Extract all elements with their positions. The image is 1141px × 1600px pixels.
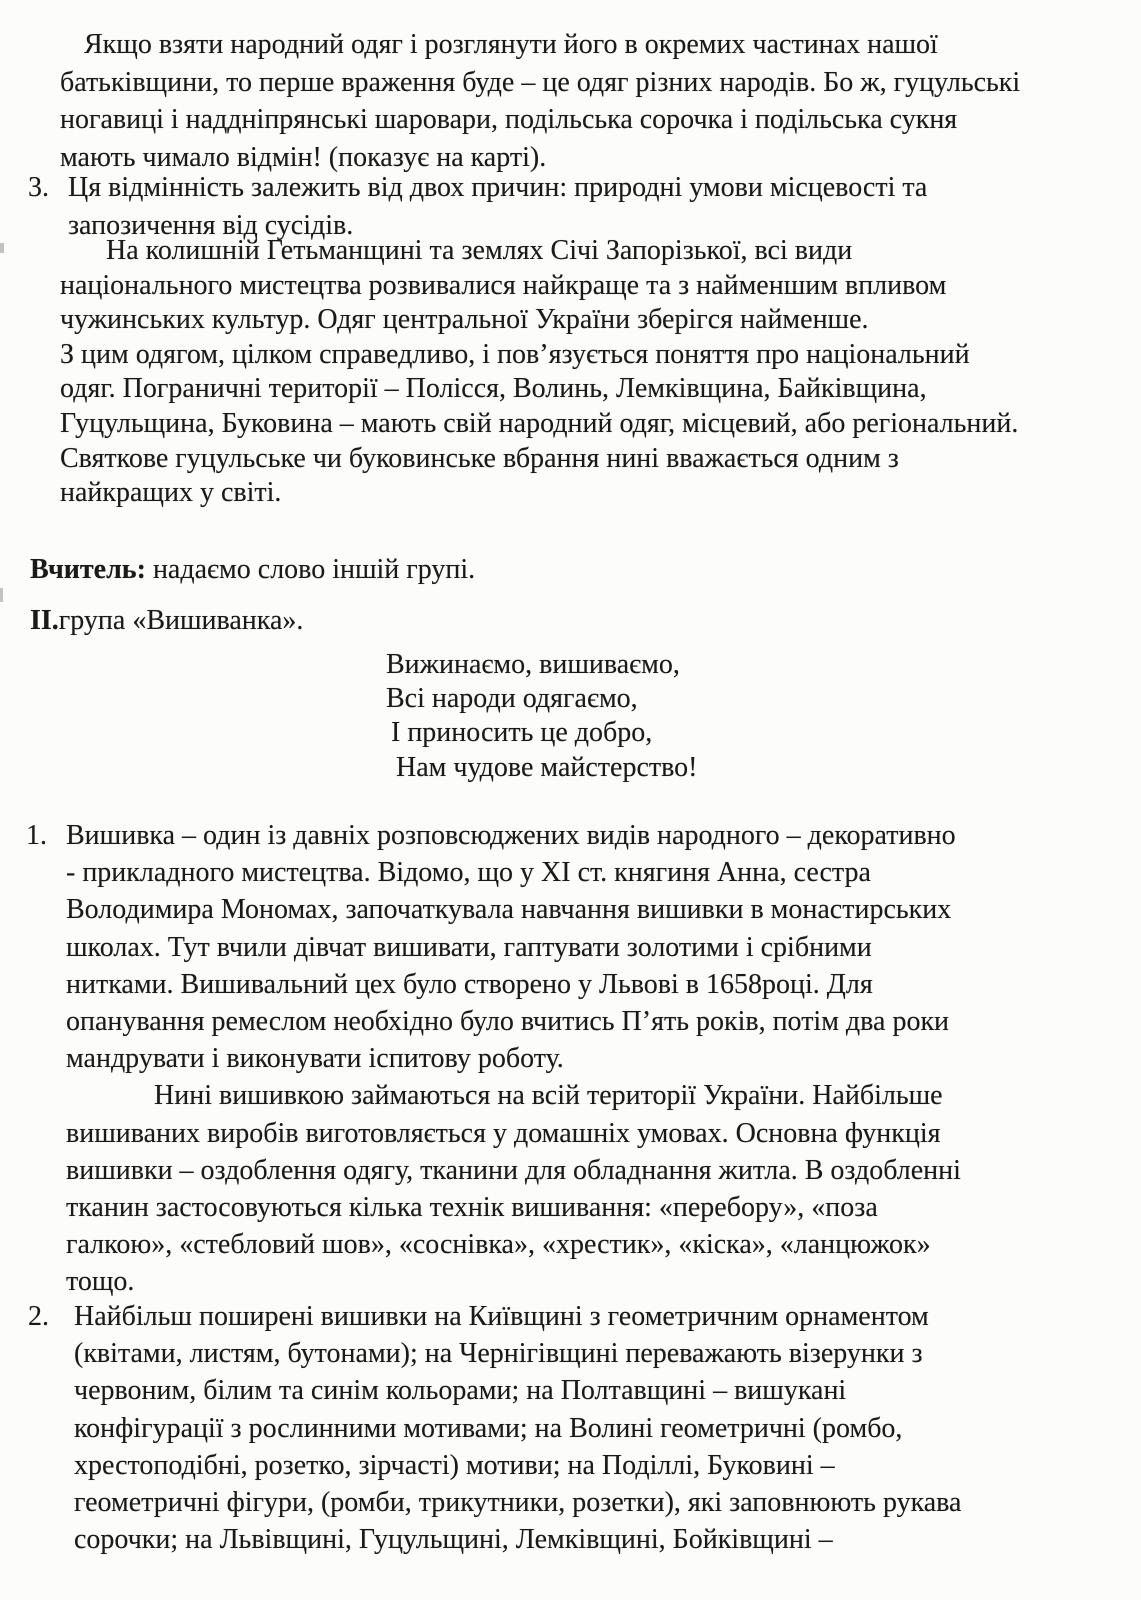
poem — [386, 648, 697, 785]
text-line: одяг. Пограничні території – Полісся, Волинь, Лемківщина, Байківщина, — [60, 373, 927, 405]
text-line: Вишивка – один із давніх розповсюджених видів народного – декоративно — [66, 820, 956, 851]
text-line: Святкове гуцульське чи буковинське вбрання нині вважається одним з — [60, 442, 899, 474]
text-line: червоним, білим та синім кольорами; на Полтавщині – вишукані — [74, 1375, 847, 1407]
teacher-label: Вчитель: — [30, 554, 146, 585]
text-line: ногавиці і наддніпрянські шаровари, подільська сорочка і подільська сукня — [60, 104, 958, 135]
text-line: школах. Тут вчили дівчат вишивати, гаптувати золотими і срібними — [66, 931, 872, 963]
text-line: З цим одягом, цілком справедливо, і пов’язується поняття про національний — [60, 338, 970, 370]
teacher-text: надаємо слово іншій групі. — [152, 554, 476, 585]
text-line: Гуцульщина, Буковина – мають свій народний одяг, місцевий, або регіональний. — [60, 407, 1019, 439]
list-item-3 — [28, 169, 928, 244]
text-line: (квітами, листям, бутонами); на Чернігівщині переважають візерунки з — [74, 1338, 923, 1370]
text-line: чужинських культур. Одяг центральної України зберігся найменше. — [60, 304, 869, 336]
text-line: Ця відмінність залежить від двох причин: природні умови місцевості та — [68, 172, 928, 203]
group-number: ІІ. — [30, 605, 59, 636]
scan-artifact — [0, 243, 4, 253]
list-item-1 — [26, 817, 961, 1301]
text-line: вишиваних виробів виготовляється у домашніх умовах. Основна функція — [66, 1117, 941, 1149]
text-line: мають чимало відмін! (показує на карті). — [60, 141, 547, 173]
text-line: - прикладного мистецтва. Відомо, що у XI ст. княгиня Анна, сестра — [66, 857, 871, 889]
text-line: батьківщини, то перше враження буде – це одяг різних народів. Бо ж, гуцульські — [60, 66, 1021, 98]
text-line: сорочки; на Львівщині, Гуцульщині, Лемківщині, Бойківщині – — [74, 1524, 833, 1556]
text-line: конфігурації з рослинними мотивами; на Волині геометричні (ромбо, — [74, 1412, 903, 1444]
teacher-line — [30, 551, 475, 588]
text-line: нитками. Вишивальний цех було створено у Львові в 1658році. Для — [66, 968, 873, 1000]
text-line: опанування ремеслом необхідно було вчитись П’ять років, потім два роки — [66, 1006, 950, 1038]
group-heading — [30, 602, 303, 639]
text-line: тощо. — [66, 1266, 135, 1298]
text-line: національного мистецтва розвивалися найкраще та з найменшим впливом — [60, 269, 947, 301]
text-line — [30, 551, 475, 588]
text-line: хрестоподібні, розетко, зірчасті) мотиви; на Поділлі, Буковині – — [74, 1449, 835, 1481]
text-line: Найбільш поширені вишивки на Київщині з геометричним орнаментом — [74, 1301, 929, 1332]
text-line: запозичення від сусідів. — [68, 209, 354, 241]
poem-line: Всі народи одягаємо, — [386, 683, 638, 715]
text-line: На колишній Гетьманщині та землях Січі Запорізької, всі види — [106, 235, 853, 266]
list-number: 3. — [28, 172, 49, 203]
poem-line: Нам чудове майстерство! — [396, 751, 698, 783]
text-line: тканин застосовуються кілька технік вишивання: «перебору», «поза — [66, 1192, 878, 1224]
scan-artifact — [0, 588, 3, 602]
text-line: вишивки – оздоблення одягу, тканини для обладнання житла. В оздобленні — [66, 1154, 961, 1186]
poem-line: І приносить це добро, — [391, 717, 653, 749]
poem-line: Вижинаємо, вишиваємо, — [386, 649, 680, 680]
hetmanate-paragraph — [60, 234, 1018, 511]
text-line: геометричні фігури, (ромби, трикутники, розетки), які заповнюють рукава — [74, 1487, 962, 1519]
group-title: група «Вишиванка». — [58, 605, 304, 636]
text-line — [30, 602, 303, 639]
intro-paragraph — [60, 26, 1020, 176]
text-line: Володимира Мономах, започаткувала навчання вишивки в монастирських — [66, 894, 952, 926]
text-line: галкою», «стебловий шов», «соснівка», «хрестик», «кіска», «ланцюжок» — [66, 1229, 931, 1261]
list-number: 2. — [28, 1301, 49, 1332]
text-line: найкращих у світі. — [60, 477, 282, 509]
text-line: мандрувати і виконувати іспитову роботу. — [66, 1043, 564, 1075]
text-line: Якщо взяти народний одяг і розглянути його в окремих частинах нашої — [84, 29, 938, 60]
list-item-2 — [28, 1298, 962, 1558]
text-line: Нині вишивкою займаються на всій території України. Найбільше — [154, 1080, 943, 1112]
list-number: 1. — [26, 820, 47, 851]
